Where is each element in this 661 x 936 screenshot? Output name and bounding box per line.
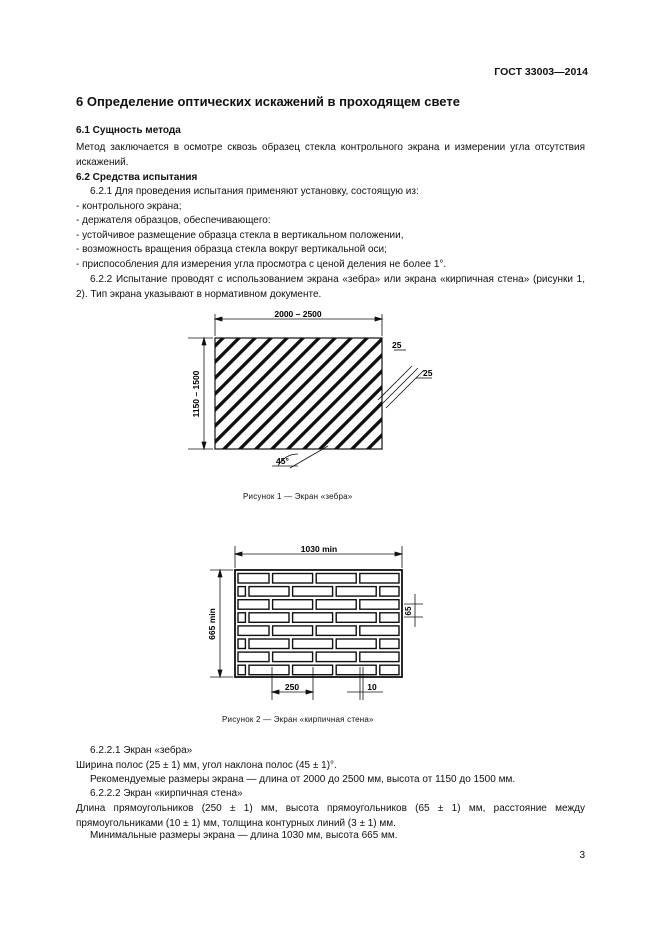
figure-1-caption: Рисунок 1 — Экран «зебра» [243,492,353,501]
page-number: 3 [579,850,585,861]
figure-zebra-screen [180,306,450,476]
brick [293,587,333,597]
brick [360,600,399,610]
brick [238,626,269,636]
brick [380,639,399,649]
zebra-stripe [375,326,450,466]
list-item: - контрольного экрана; [76,201,182,212]
brick [273,600,313,610]
brick-spec: Длина прямоугольников (250 ± 1) мм, высота прямоугольников (65 ± 1) мм, расстояние между прямоугольниками (10 ± 1) мм, толщина контурных линий (3 ± 1) мм. [76,803,585,829]
zebra-size-spec: Рекомендуемые размеры экрана — длина от 2000 до 2500 мм, высота от 1150 до 1500 мм. [90,774,516,785]
dim-brick-height-label: 65 [404,606,413,616]
brick [360,626,399,636]
brick [238,665,245,675]
brick [249,587,289,597]
subsection-6-1-heading: 6.1 Сущность метода [76,125,181,136]
standard-number: ГОСТ 33003—2014 [494,66,588,78]
dim-brick-width-label: 250 [284,682,300,692]
figure-brick-screen [205,542,430,702]
dim-stripe [378,350,432,408]
brick [238,639,245,649]
brick [360,574,399,584]
brick [238,574,269,584]
paragraph-6-2-1: 6.2.1 Для проведения испытания применяют установку, состоящую из: [90,186,419,197]
brick [336,587,376,597]
section-title: 6 Определение оптических искажений в проходящем свете [76,94,460,109]
paragraph-6-2-2: 6.2.2 Испытание проводят с использованием экрана «зебра» или экрана «кирпичная стена» (рисунки 1, 2). Тип экрана указывают в нормативном документе. [76,274,585,300]
dim-angle-label: 45° [276,456,289,466]
dim-width-label: 2000 – 2500 [274,309,322,319]
list-item: - держателя образцов, обеспечивающего: [76,215,271,226]
brick [238,587,245,597]
dim-stripe-label-2: 25 [423,368,433,378]
brick [316,626,356,636]
figure-2-caption: Рисунок 2 — Экран «кирпичная стена» [222,715,374,724]
zebra-stripe-spec: Ширина полос (25 ± 1) мм, угол наклона полос (45 ± 1)°. [76,760,337,771]
brick [249,639,289,649]
brick [293,613,333,623]
brick-min-size-spec: Минимальные размеры экрана — длина 1030 мм, высота 665 мм. [90,830,398,841]
brick [238,600,269,610]
subsection-6-2-heading: 6.2 Средства испытания [76,172,198,183]
dim-gap-label: 10 [367,682,377,692]
zebra-stripe [439,326,450,466]
subsection-6-2-2-1-heading: 6.2.2.1 Экран «зебра» [90,745,193,756]
brick [293,639,333,649]
subsection-6-2-2-2-heading: 6.2.2.2 Экран «кирпичная стена» [90,788,243,799]
list-item: - возможность вращения образца стекла вокруг вертикальной оси; [76,244,387,255]
brick [316,574,356,584]
dim-height-label: 1150 – 1500 [191,370,201,418]
brick [273,574,313,584]
zebra-stripes [180,326,450,466]
zebra-stripe [423,326,450,466]
dim-stripe-label-1: 25 [392,340,402,350]
brick [249,665,289,675]
brick [380,665,399,675]
dim-width-label: 1030 min [300,544,338,554]
brick [336,665,376,675]
brick [336,613,376,623]
brick [316,652,356,662]
brick [273,626,313,636]
brick [380,587,399,597]
subsection-6-1-text: Метод заключается в осмотре сквозь образец стекла контрольного экрана и измерении угла отсутствия искажений. [76,142,585,168]
brick [249,613,289,623]
brick [380,613,399,623]
brick [316,600,356,610]
brick [238,613,245,623]
list-item: - приспособления для измерения угла просмотра с ценой деления не более 1°. [76,259,447,270]
brick [273,652,313,662]
zebra-stripe [407,326,450,466]
brick [336,639,376,649]
dim-height-label: 665 min [207,608,217,640]
brick [238,652,269,662]
list-item: - устойчивое размещение образца стекла в вертикальном положении, [76,230,404,241]
brick [360,652,399,662]
